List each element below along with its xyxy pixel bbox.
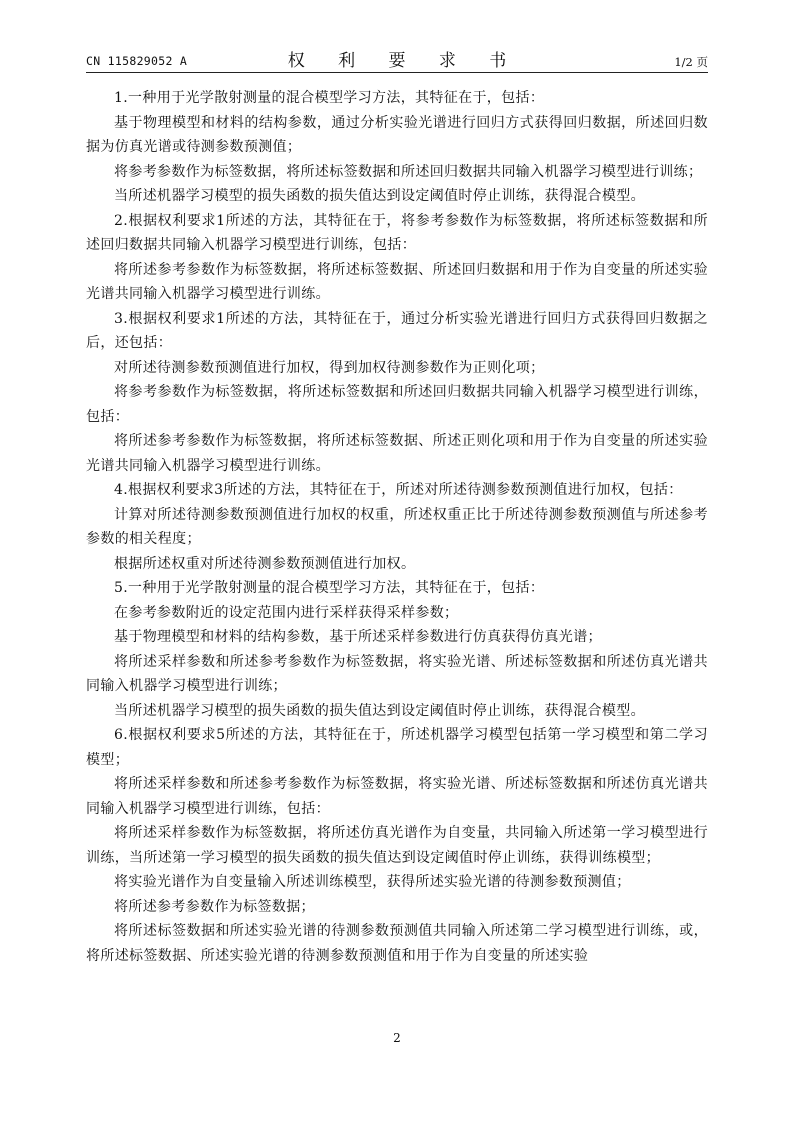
claim-paragraph: 根据所述权重对所述待测参数预测值进行加权。 bbox=[114, 555, 416, 572]
claim-paragraph: 5.一种用于光学散射测量的混合模型学习方法，其特征在于，包括： bbox=[114, 580, 545, 596]
header-divider bbox=[86, 72, 708, 73]
claim-paragraph: 2.根据权利要求1所述的方法，其特征在于，将参考参数作为标签数据，将所述标签数据和所述回归数据共同输入机器学习模型进行训练，包括： bbox=[86, 212, 708, 253]
claim-paragraph: 基于物理模型和材料的结构参数，通过分析实验光谱进行回归方式获得回归数据，所述回归数据为仿真光谱或待测参数预测值； bbox=[86, 114, 708, 155]
claim-paragraph: 3.根据权利要求1所述的方法，其特征在于，通过分析实验光谱进行回归方式获得回归数据之后，还包括： bbox=[86, 310, 708, 351]
claim-paragraph: 在参考参数附近的设定范围内进行采样获得采样参数； bbox=[114, 604, 459, 621]
claim-paragraph: 将所述参考参数作为标签数据，将所述标签数据、所述正则化项和用于作为自变量的所述实验光谱共同输入机器学习模型进行训练。 bbox=[86, 433, 708, 474]
claim-paragraph: 将所述采样参数和所述参考参数作为标签数据，将实验光谱、所述标签数据和所述仿真光谱共同输入机器学习模型进行训练，包括： bbox=[86, 776, 708, 817]
claim-paragraph: 当所述机器学习模型的损失函数的损失值达到设定阈值时停止训练，获得混合模型。 bbox=[114, 188, 645, 204]
page-indicator: 1/2 页 bbox=[674, 55, 708, 69]
claim-paragraph: 将所述标签数据和所述实验光谱的待测参数预测值共同输入所述第二学习模型进行训练，或，将所述标签数据、所述实验光谱的待测参数预测值和用于作为自变量的所述实验 bbox=[86, 923, 708, 964]
document-header bbox=[86, 44, 708, 72]
publication-number: CN 115829052 A bbox=[86, 54, 188, 68]
claim-paragraph: 将参考参数作为标签数据，将所述标签数据和所述回归数据共同输入机器学习模型进行训练，包括： bbox=[86, 384, 708, 425]
document-title: 权 利 要 求 书 bbox=[287, 51, 521, 71]
claim-paragraph: 将所述参考参数作为标签数据； bbox=[114, 898, 315, 915]
claims-body bbox=[86, 86, 708, 968]
claim-paragraph: 6.根据权利要求5所述的方法，其特征在于，所述机器学习模型包括第一学习模型和第二学习模型； bbox=[86, 727, 708, 768]
claim-paragraph: 基于物理模型和材料的结构参数，基于所述采样参数进行仿真获得仿真光谱； bbox=[114, 629, 602, 645]
page-number: 2 bbox=[393, 1031, 401, 1045]
claim-paragraph: 将实验光谱作为自变量输入所述训练模型，获得所述实验光谱的待测参数预测值； bbox=[114, 874, 631, 890]
claim-paragraph: 将参考参数作为标签数据，将所述标签数据和所述回归数据共同输入机器学习模型进行训练； bbox=[114, 163, 703, 180]
claim-paragraph: 4.根据权利要求3所述的方法，其特征在于，所述对所述待测参数预测值进行加权，包括： bbox=[114, 482, 683, 498]
claim-paragraph: 将所述采样参数作为标签数据，将所述仿真光谱作为自变量，共同输入所述第一学习模型进行训练，当所述第一学习模型的损失函数的损失值达到设定阈值时停止训练，获得训练模型； bbox=[86, 825, 708, 866]
claim-paragraph: 将所述参考参数作为标签数据，将所述标签数据、所述回归数据和用于作为自变量的所述实验光谱共同输入机器学习模型进行训练。 bbox=[86, 261, 708, 302]
claim-paragraph: 当所述机器学习模型的损失函数的损失值达到设定阈值时停止训练，获得混合模型。 bbox=[114, 702, 645, 719]
claim-paragraph: 将所述采样参数和所述参考参数作为标签数据，将实验光谱、所述标签数据和所述仿真光谱共同输入机器学习模型进行训练； bbox=[86, 653, 708, 694]
claim-paragraph: 计算对所述待测参数预测值进行加权的权重，所述权重正比于所述待测参数预测值与所述参考参数的相关程度； bbox=[86, 506, 708, 547]
claim-paragraph: 1.一种用于光学散射测量的混合模型学习方法，其特征在于，包括： bbox=[114, 90, 545, 106]
claim-paragraph: 对所述待测参数预测值进行加权，得到加权待测参数作为正则化项； bbox=[114, 359, 545, 376]
